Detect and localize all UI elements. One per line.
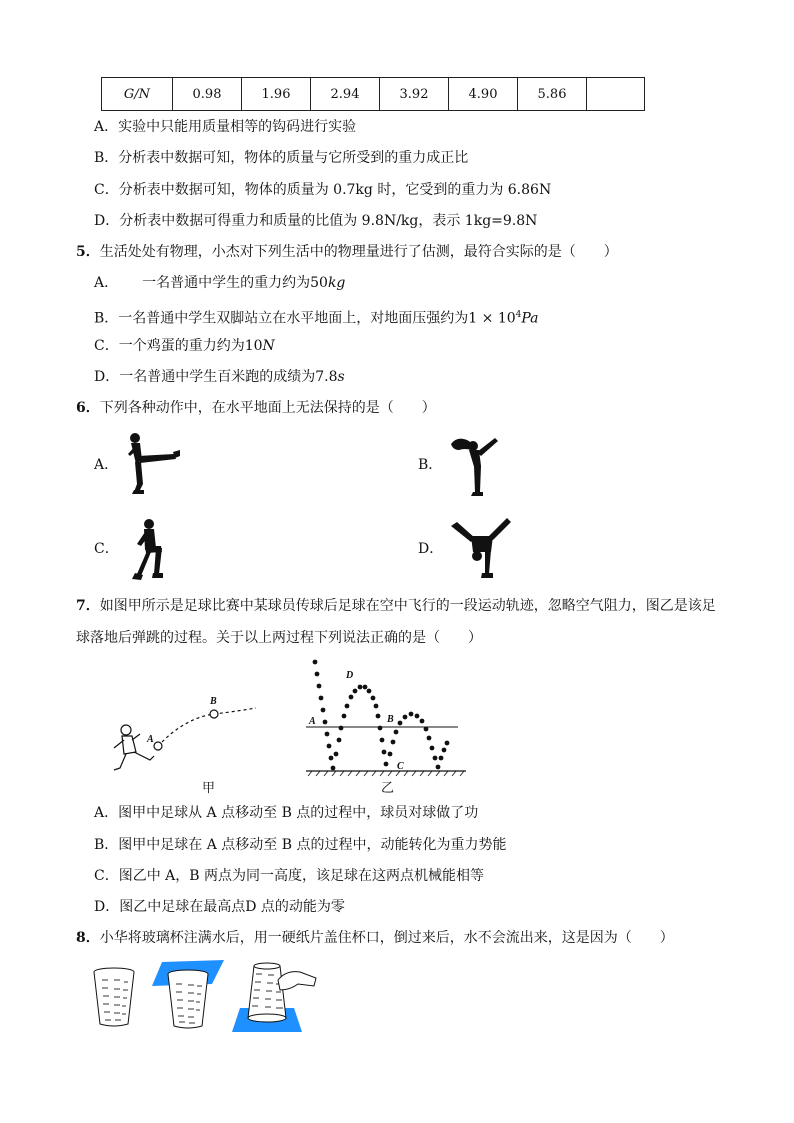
figure-jia-trajectory	[106, 690, 266, 780]
option-text: 一名普通中学生的重力约为	[142, 275, 311, 291]
point-label-b: B	[210, 696, 217, 707]
q7-option-a: A．图甲中足球从 A 点移动至 B 点的过程中，球员对球做了功	[94, 805, 479, 821]
q6-stem-text: 下列各种动作中，在水平地面上无法保持的是（ ）	[99, 400, 436, 416]
q6-option-c-label: C．	[94, 541, 119, 557]
figure-caption-jia: 甲	[202, 781, 216, 796]
question-number: 6．	[76, 400, 100, 416]
q7-stem-text: 如图甲所示是足球比赛中某球员传球后足球在空中飞行的一段运动轨迹，忽略空气阻力，图乙是该足	[99, 598, 716, 614]
ball-point-a	[154, 742, 162, 750]
table-header-cell	[102, 78, 173, 111]
q5-stem	[76, 242, 618, 262]
q7-option-b: B．图甲中足球在 A 点移动至 B 点的过程中，动能转化为重力势能	[94, 837, 507, 853]
q5-option-b	[94, 305, 539, 329]
figure-yi-bouncing-ball	[300, 654, 470, 778]
math-value: 7.8	[315, 369, 338, 385]
option-text: 一名普通中学生双脚站立在水平地面上，对地面压强约为	[118, 310, 469, 327]
invisible-chair-silhouette-icon	[125, 518, 169, 582]
table-cell: 5.86	[518, 78, 587, 111]
q5-option-d	[94, 367, 345, 387]
point-label-b: B	[387, 714, 394, 725]
question-number: 7．	[76, 598, 100, 614]
math-value: 1 × 10	[468, 310, 516, 327]
option-label: D．	[94, 369, 120, 385]
q4-option-c: C．分析表中数据可知，物体的质量为 0.7kg 时，它受到的重力为 6.86N	[94, 182, 552, 198]
one-hand-stand-silhouette-icon	[449, 516, 513, 580]
point-label-c: C	[397, 761, 404, 772]
question-number: 5．	[76, 244, 100, 260]
glass-with-card-icon	[152, 960, 224, 1028]
math-exponent: 4	[515, 310, 522, 320]
point-label-a: A	[147, 734, 154, 745]
math-value: 50	[310, 275, 328, 291]
point-label-d: D	[346, 670, 354, 681]
player-outline-icon	[114, 725, 154, 770]
q4-option-b: B．分析表中数据可知，物体的质量与它所受到的重力成正比	[94, 150, 469, 166]
math-value: 10	[244, 338, 263, 354]
table-cell-empty	[587, 78, 645, 111]
q7-option-c: C．图乙中 A，B 两点为同一高度，该足球在这两点机械能相等	[94, 868, 485, 884]
q6-option-b-label: B．	[418, 457, 443, 473]
ground-hatching	[308, 771, 464, 776]
q4-option-d: D．分析表中数据可得重力和质量的比值为 9.8N/kg，表示 1kg=9.8N	[94, 213, 538, 229]
ball-point-b	[210, 710, 218, 718]
table-row	[102, 78, 645, 111]
question-number: 8．	[76, 930, 100, 946]
q8-stem-text: 小华将玻璃杯注满水后，用一硬纸片盖住杯口，倒过来后，水不会流出来，这是因为（ ）	[99, 930, 674, 946]
q8-stem	[76, 928, 674, 948]
q6-option-d-label: D．	[418, 541, 444, 557]
q8-glass-experiment-figure	[90, 958, 320, 1036]
math-unit: kg	[327, 275, 346, 291]
option-text: 一名普通中学生百米跑的成绩为	[119, 369, 316, 385]
option-text: 一个鸡蛋的重力约为	[118, 338, 245, 354]
q5-option-a	[94, 273, 345, 293]
ball-dots	[313, 660, 450, 771]
table-cell: 1.96	[242, 78, 311, 111]
math-unit: Pa	[521, 310, 539, 327]
q7-stem-line2: 球落地后弹跳的过程。关于以上两过程下列说法正确的是（ ）	[76, 630, 482, 646]
table-cell: 2.94	[311, 78, 380, 111]
option-label: C．	[94, 338, 119, 354]
table-cell: 3.92	[380, 78, 449, 111]
point-label-a: A	[309, 716, 316, 727]
arabesque-silhouette-icon	[447, 434, 501, 498]
inverted-glass-icon	[232, 963, 316, 1032]
kicking-silhouette-icon	[120, 432, 182, 496]
gravity-data-table	[101, 77, 645, 111]
table-cell: 0.98	[173, 78, 242, 111]
option-label: B．	[94, 310, 119, 327]
table-cell: 4.90	[449, 78, 518, 111]
q6-stem	[76, 398, 436, 418]
hand-icon	[278, 972, 316, 990]
option-label: A．	[94, 275, 119, 291]
math-unit: s	[337, 369, 345, 385]
math-unit: N	[262, 338, 275, 354]
q7-stem-line1	[76, 596, 716, 616]
q5-option-c	[94, 336, 275, 356]
table-header: G/N	[123, 86, 151, 102]
q6-option-a-label: A．	[94, 457, 119, 473]
glass-full-icon	[94, 968, 134, 1026]
q5-stem-text: 生活处处有物理，小杰对下列生活中的物理量进行了估测，最符合实际的是（ ）	[99, 244, 618, 260]
q7-option-d: D．图乙中足球在最高点D 点的动能为零	[94, 899, 345, 915]
figure-caption-yi: 乙	[381, 781, 395, 796]
ball-trajectory-curve	[162, 708, 256, 742]
q4-option-a: A．实验中只能用质量相等的钩码进行实验	[94, 119, 357, 135]
